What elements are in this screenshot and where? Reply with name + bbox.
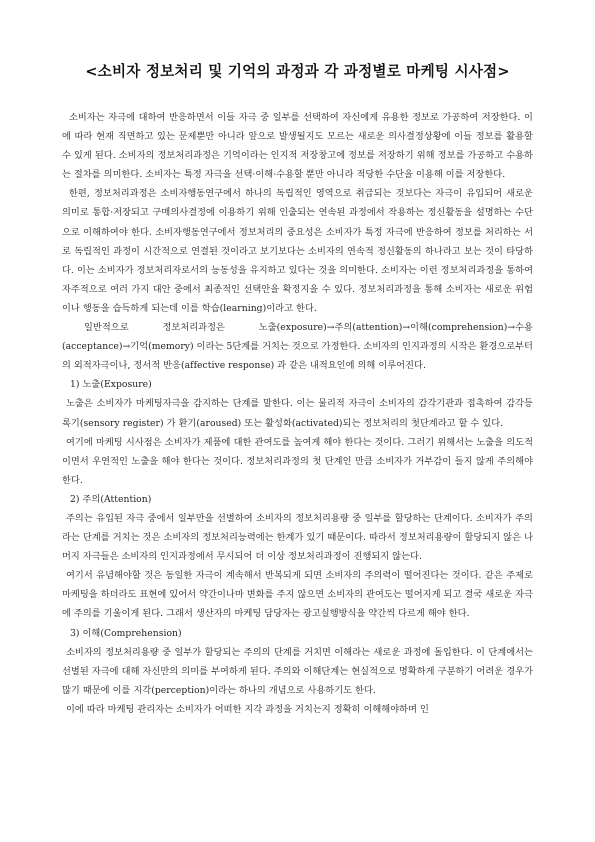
section-heading-exposure: 1) 노출(Exposure) bbox=[70, 379, 152, 391]
paragraph-exposure: 노출은 소비자가 마케팅자극을 감지하는 단계를 말한다. 이는 물리적 자극이 소비자의 감각기관과 접촉하여 감각등록기(sensory register) 가 환기(aroused) 또는 활성화(activated)되는 정보처리의 첫단계라고 할 수 있다. bbox=[62, 398, 533, 429]
paragraph-five-stages: 일반적으로 정보처리과정은 노출(exposure)→주의(attention)→이해(comprehension)→수용(acceptance)→기억(memory) 이라는 5단계를 거치는 것으로 가정한다. 소비자의 인지과정의 시작은 환경으로부터의 외적자극이나, 정서적 반응(affective response) 과 같은 내적요인에 의해 이루어진다. bbox=[62, 322, 533, 372]
paragraph-intro: 소비자는 자극에 대하여 반응하면서 이들 자극 중 일부를 선택하여 자신에게 유용한 정보로 가공하여 저장한다. 이에 따라 현재 직면하고 있는 문제뿐만 아니라 앞으로 발생될지도 모르는 새로운 의사결정상황에 이들 정보를 활용할 수 있게 된다. 소비자의 정보처리과정은 기억이라는 인지적 저장창고에 정보를 저장하기 위해 정보를 가공하고 수용하는 절차를 의미한다. 소비자는 특정 자극을 선택·이해·수용할 뿐만 아니라 적당한 수단을 이용해 이를 저장한다. bbox=[62, 112, 533, 181]
document-title: <소비자 정보처리 및 기억의 과정과 각 과정별로 마케팅 시사점> bbox=[85, 63, 510, 80]
section-heading-comprehension: 3) 이해(Comprehension) bbox=[70, 627, 182, 639]
document-body bbox=[62, 108, 533, 719]
paragraph-comprehension-implication: 이에 따라 마케팅 관리자는 소비자가 어떠한 지각 과정을 거치는지 정확히 이해해야하며 인 bbox=[66, 703, 429, 715]
paragraph-attention: 주의는 유입된 자극 중에서 일부만을 선별하여 소비자의 정보처리용량 중 일부를 할당하는 단계이다. 소비자가 주의라는 단계를 거치는 것은 소비자의 정보처리능력에는 한계가 있기 때문이다. 따라서 정보처리용량이 할당되지 않은 나머지 자극들은 소비자의 인지과정에서 무시되어 더 이상 정보처리과정이 진행되지 않는다. bbox=[62, 512, 533, 563]
paragraph-attention-implication: 여기서 유념해야할 것은 동일한 자극이 계속해서 반복되게 되면 소비자의 주의력이 떨어진다는 것이다. 같은 주제로 마케팅을 하더라도 표현에 있어서 약간이나마 변화를 주지 않으면 소비자의 관여도는 떨어지게 되고 결국 새로운 자극에 주의를 기울이게 된다. 그래서 생산자의 마케팅 담당자는 광고실행방식을 약간씩 다르게 해야 한다. bbox=[62, 570, 533, 620]
paragraph-comprehension: 소비자의 정보처리용량 중 일부가 할당되는 주의의 단계를 거치면 이해라는 새로운 과정에 돌입한다. 이 단계에서는 선별된 자극에 대해 자신만의 의미를 부여하게 된다. 주의와 이해단계는 현실적으로 명확하게 구분하기 어려운 경우가 많기 때문에 이를 지각(perception)이라는 하나의 개념으로 사용하기도 한다. bbox=[62, 646, 533, 696]
section-heading-attention: 2) 주의(Attention) bbox=[70, 493, 152, 505]
paragraph-processing: 한편, 정보처리과정은 소비자행동연구에서 하나의 독립적인 영역으로 취급되는 것보다는 자극이 유입되어 새로운 의미로 통합·저장되고 구매의사결정에 이용하기 위해 인출되는 연속된 과정에서 작용하는 정신활동을 설명하는 수단으로 이해하여야 한다. 소비자행동연구에서 정보처리의 중요성은 소비자가 특정 자극에 반응하여 정보를 처리하는 서로 독립적인 과정이 시간적으로 연결된 것이라고 보기보다는 소비자의 연속적 정신활동의 하나라고 보는 것이 타당하다. 이는 소비자가 정보처리자로서의 능동성을 유지하고 있다는 것을 의미한다. 소비자는 이런 정보처리과정을 통하여 자주적으로 여러 가지 대안 중에서 최종적인 선택안을 확정지을 수 있다. 정보처리과정을 통해 소비자는 새로운 위험이나 행동을 습득하게 되는데 이를 학습(learning)이라고 한다. bbox=[62, 188, 533, 314]
paragraph-exposure-implication: 여기에 마케팅 시사점은 소비자가 제품에 대한 관여도를 높여게 해야 한다는 것이다. 그러기 위해서는 노출을 의도적이면서 우연적인 노출을 해야 한다는 것이다. 정보처리과정의 첫 단계인 만큼 소비자가 거부감이 들지 않게 주의해야 한다. bbox=[62, 436, 533, 486]
